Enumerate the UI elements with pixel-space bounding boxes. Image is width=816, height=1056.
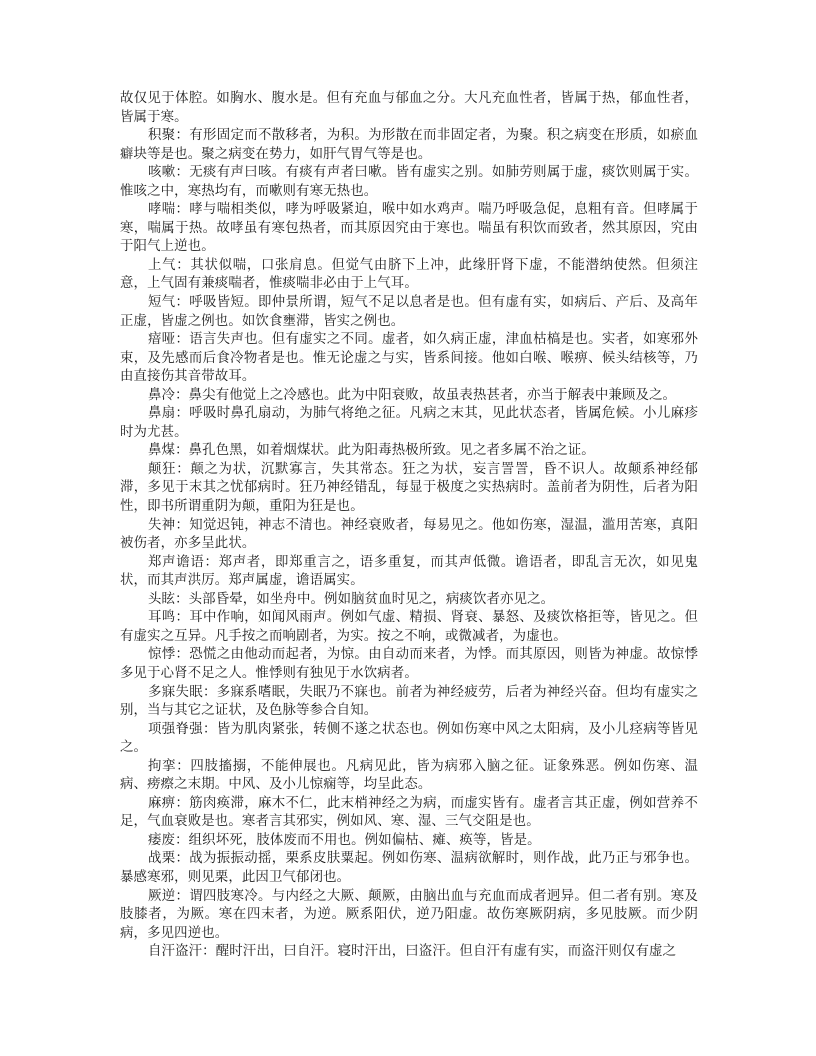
paragraph-text: 四肢搐搦，不能伸展也。凡病见此，皆为病邪入脑之征。证象殊恶。例如伤寒、温病、痨瘵之末期。中风、及小儿惊痫等，均呈此态。 (120, 758, 698, 793)
paragraph-text: 筋肉痪滞，麻木不仁，此末梢神经之为病，而虚实皆有。虚者言其正虚，例如营养不足，气血衰败是也。寒者言其邪实，例如风、寒、湿、三气交阻是也。 (120, 795, 698, 830)
paragraph-text: 鼻尖有他觉上之冷感也。此为中阳衰败，故虽表热甚者，亦当于解表中兼顾及之。 (188, 387, 677, 403)
paragraph (120, 517, 698, 554)
term-heading: 惊悸： (148, 647, 190, 663)
paragraph-text: 醒时汗出，曰自汗。寝时汗出，曰盗汗。但自汗有虚有实，而盗汗则仅有虚之 (215, 944, 677, 960)
paragraph-text: 头部昏晕，如坐舟中。例如脑贫血时见之，病痰饮者亦见之。 (188, 591, 555, 607)
paragraph-text: 无痰有声曰咳。有痰有声者曰嗽。皆有虚实之别。如肺劳则属于虚，痰饮则属于实。惟咳之中，寒热均有，而嗽则有寒无热也。 (120, 165, 698, 199)
paragraph (120, 758, 698, 795)
paragraph (120, 331, 698, 387)
paragraph (120, 850, 698, 887)
paragraph-text: 恐慌之由他动而起者，为惊。由自动而来者，为悸。而其原因，则皆为神虚。故惊悸多见于心肾不足之人。惟悸则有独见于水饮病者。 (120, 647, 698, 681)
paragraph (120, 461, 698, 517)
paragraph (120, 201, 698, 257)
term-heading: 哮喘： (148, 202, 190, 218)
term-heading: 郑声谵语： (148, 554, 219, 570)
paragraph (120, 684, 698, 721)
term-heading: 上气： (148, 257, 191, 273)
paragraph-text: 战为振振动摇，栗系皮肤粟起。例如伤寒、温病欲解时，则作战，此乃正与邪争也。暴感寒邪，则见栗，此因卫气郁闭也。 (120, 851, 698, 885)
term-heading: 鼻冷： (148, 387, 189, 403)
paragraph (120, 90, 698, 127)
paragraph-text: 鼻孔色黑，如着烟煤状。此为阳毒热极所致。见之者多属不治之证。 (188, 443, 595, 459)
paragraph (120, 554, 698, 591)
paragraph (120, 294, 698, 331)
paragraph (120, 888, 698, 944)
paragraph (120, 609, 698, 646)
paragraph-text: 颠之为状，沉默寡言，失其常态。狂之为状，妄言詈詈，昏不识人。故颠系神经郁滞，多见于末其之忧郁病时。狂乃神经错乱，每显于极度之实热病时。盖前者为阴性，后者为阳性，即书所谓重阴为颠，重阳为狂是也。 (120, 461, 698, 515)
paragraph (120, 127, 698, 164)
paragraph (120, 721, 698, 758)
paragraph (120, 164, 698, 201)
paragraph-text: 呼吸时鼻孔扇动，为肺气将绝之征。凡病之末其，见此状态者，皆属危候。小儿麻疹时为尤甚。 (120, 406, 698, 440)
term-heading: 积聚： (148, 128, 190, 144)
term-heading: 拘挛： (148, 758, 191, 774)
term-heading: 颠狂： (148, 461, 191, 477)
term-heading: 头眩： (148, 591, 189, 607)
term-heading: 咳嗽： (148, 165, 190, 181)
term-heading: 耳鸣： (148, 610, 190, 626)
term-heading: 战栗： (148, 851, 190, 867)
term-heading: 自汗盗汗： (148, 944, 216, 960)
term-heading: 短气： (148, 295, 190, 311)
document-page (120, 90, 698, 1040)
term-heading: 项强脊强： (148, 721, 217, 737)
paragraph-text: 郑声者，即郑重言之，语多重复，而其声低微。谵语者，即乱言无次，如见鬼状，而其声洪厉。郑声属虚，谵语属实。 (120, 554, 698, 589)
term-heading: 鼻扇： (148, 406, 190, 422)
paragraph-text: 组织坏死，肢体废而不用也。例如偏枯、瘫、痪等，皆是。 (188, 832, 541, 848)
paragraph-text: 多寐系嗜眠，失眠乃不寐也。前者为神经疲劳，后者为神经兴奋。但均有虚实之别，当与其它之证状，及色脉等参合自知。 (120, 684, 698, 719)
paragraph (120, 943, 698, 962)
paragraph (120, 795, 698, 832)
paragraph-text: 故仅见于体腔。如胸水、腹水是。但有充血与郁血之分。大凡充血性者，皆属于热，郁血性者，皆属于寒。 (120, 91, 698, 125)
term-heading: 麻痹： (148, 795, 190, 811)
paragraph (120, 591, 698, 610)
paragraph-text: 哮与喘相类似，哮为呼吸紧迫，喉中如水鸡声。喘乃呼吸急促，息粗有音。但哮属于寒，喘属于热。故哮虽有寒包热者，而其原因究由于寒也。喘虽有积饮而致者，然其原因，究由于阳气上逆也。 (120, 202, 698, 255)
paragraph (120, 442, 698, 461)
paragraph (120, 405, 698, 442)
paragraph-text: 皆为肌肉紧张，转侧不遂之状态也。例如伤寒中风之太阳病，及小儿痉病等皆见之。 (120, 721, 698, 756)
paragraph-text: 有形固定而不散移者，为积。为形散在而非固定者，为聚。积之病变在形质，如瘀血癖块等是也。聚之病变在势力，如肝气胃气等是也。 (120, 128, 698, 162)
term-heading: 失神： (148, 517, 190, 533)
term-heading: 痿废： (148, 832, 189, 848)
term-heading: 厥逆： (148, 888, 190, 904)
paragraph-text: 知觉迟钝，神志不清也。神经衰败者，每易见之。他如伤寒，湿温，滥用苦寒，真阳被伤者，亦多呈此状。 (120, 517, 698, 552)
term-heading: 瘖哑： (148, 332, 190, 348)
paragraph (120, 646, 698, 683)
paragraph (120, 387, 698, 406)
paragraph-text: 耳中作响，如闻风雨声。例如气虚、精损、肾衰、暴怒、及痰饮格拒等，皆见之。但有虚实之互异。凡手按之而响剧者，为实。按之不响，或微减者，为虚也。 (120, 610, 698, 644)
term-heading: 多寐失眠： (148, 684, 217, 700)
paragraph (120, 832, 698, 851)
paragraph-text: 呼吸皆短。即仲景所谓，短气不足以息者是也。但有虚有实，如病后、产后、及高年正虚，皆虚之例也。如饮食壅滞，皆实之例也。 (120, 295, 698, 329)
paragraph-text: 语言失声也。但有虚实之不同。虚者，如久病正虚，津血枯槁是也。实者，如寒邪外束，及先感而后食冷物者是也。惟无论虚之与实，皆系间接。他如白喉、喉痹、候头结核等，乃由直接伤其音带故耳。 (120, 332, 698, 385)
paragraph-text: 谓四肢寒冷。与内经之大厥、颠厥，由脑出血与充血而成者迥异。但二者有别。寒及肢膝者，为厥。寒在四末者，为逆。厥系阳伏，逆乃阳虚。故伤寒厥阴病，多见肢厥。而少阴病，多见四逆也。 (120, 888, 698, 941)
term-heading: 鼻煤： (148, 443, 189, 459)
paragraph (120, 257, 698, 294)
paragraph-text: 其状似喘，口张肩息。但觉气由脐下上冲，此缘肝肾下虚，不能潜纳使然。但须注意，上气固有兼痰喘者，惟痰喘非必由于上气耳。 (120, 257, 698, 292)
